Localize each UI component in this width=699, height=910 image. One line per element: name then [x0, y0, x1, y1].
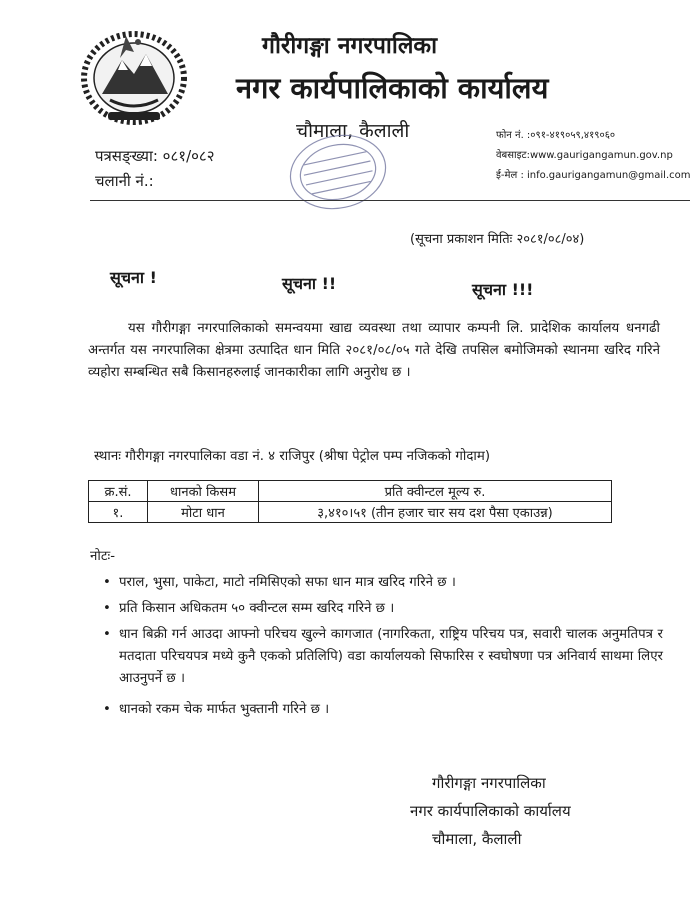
- dispatch-number: चलानी नं.:: [95, 172, 154, 190]
- table-cell: मोटा धान: [148, 502, 259, 523]
- header-divider: [90, 200, 690, 201]
- table-row: [89, 502, 612, 523]
- signature-location: चौमाला, कैलाली: [432, 830, 522, 848]
- column-header: धानको किसम: [148, 481, 259, 502]
- purchase-location: स्थानः गौरीगङ्गा नगरपालिका वडा नं. ४ राजिपुर (श्रीषा पेट्रोल पम्प नजिकको गोदाम): [94, 449, 491, 464]
- email-address: ई-मेल : info.gaurigangamun@gmail.com: [496, 170, 691, 181]
- note-item: [103, 699, 663, 721]
- org-name: गौरीगङ्गा नगरपालिका: [262, 33, 438, 59]
- note-item: [103, 572, 663, 594]
- notice-body: यस गौरीगङ्गा नगरपालिकाको समन्वयमा खाद्य व्यवस्था तथा व्यापार कम्पनी लि. प्रादेशिक कार्यालय धनगढी अन्तर्गत यस नगरपालिका क्षेत्रमा उत्पादित धान मिति २०८१/०८/०५ गते देखि तपसिल बमोजिमको स्थानमा खरिद गरिने व्यहोरा सम्बन्धित सबै किसानहरुलाई जानकारीका लागि अनुरोध छ ।: [88, 321, 660, 380]
- price-table: [88, 480, 612, 523]
- signature-org: गौरीगङ्गा नगरपालिका: [432, 774, 546, 792]
- bullet-icon: •: [103, 627, 111, 642]
- note-text: धान बिक्री गर्न आउदा आफ्नो परिचय खुल्ने कागजात (नागरिकता, राष्ट्रिय परिचय पत्र, सवारी चालक अनुमतिपत्र र मतदाता परिचयपत्र मध्ये कुनै एकको प्रतिलिपि) वडा कार्यालयको सिफारिस र स्वघोषणा पत्र अनिवार्य साथमा लिएर आउनुपर्ने छ ।: [119, 627, 663, 686]
- table-header-row: [89, 481, 612, 502]
- note-item: [103, 598, 663, 620]
- phone-number: फोन नं. :०९१-४१९०५९,४१९०६०: [496, 130, 616, 141]
- table-cell: १.: [89, 502, 148, 523]
- notes-label: नोटः-: [90, 549, 116, 564]
- table-cell: ३,४१०।५१ (तीन हजार चार सय दश पैसा एकाउन्न): [259, 502, 612, 523]
- publish-date: (सूचना प्रकाशन मितिः २०८१/०८/०४): [410, 232, 585, 247]
- office-location: चौमाला, कैलाली: [296, 120, 410, 142]
- column-header: क्र.सं.: [89, 481, 148, 502]
- note-text: पराल, भुसा, पाकेटा, माटो नमिसिएको सफा धान मात्र खरिद गरिने छ ।: [119, 575, 456, 590]
- column-header: प्रति क्वीन्टल मूल्य रु.: [259, 481, 612, 502]
- office-seal-stamp-icon: [284, 128, 392, 216]
- signature-office: नगर कार्यपालिकाको कार्यालय: [410, 802, 571, 820]
- nepal-government-emblem-icon: [80, 28, 188, 128]
- bullet-icon: •: [103, 601, 111, 616]
- notice-heading-3: सूचना !!!: [472, 280, 534, 299]
- note-text: धानको रकम चेक मार्फत भुक्तानी गरिने छ ।: [119, 702, 330, 717]
- note-text: प्रति किसान अधिकतम ५० क्वीन्टल सम्म खरिद गरिने छ ।: [119, 601, 395, 616]
- notice-heading-1: सूचना !: [110, 268, 157, 287]
- bullet-icon: •: [103, 702, 111, 717]
- bullet-icon: •: [103, 575, 111, 590]
- website: वेबसाइट:www.gaurigangamun.gov.np: [496, 150, 673, 161]
- office-name: नगर कार्यपालिकाको कार्यालय: [236, 71, 549, 105]
- note-item: [103, 624, 663, 690]
- reference-number: पत्रसङ्ख्या: ०८१/०८२: [95, 147, 215, 165]
- notice-heading-2: सूचना !!: [282, 274, 337, 293]
